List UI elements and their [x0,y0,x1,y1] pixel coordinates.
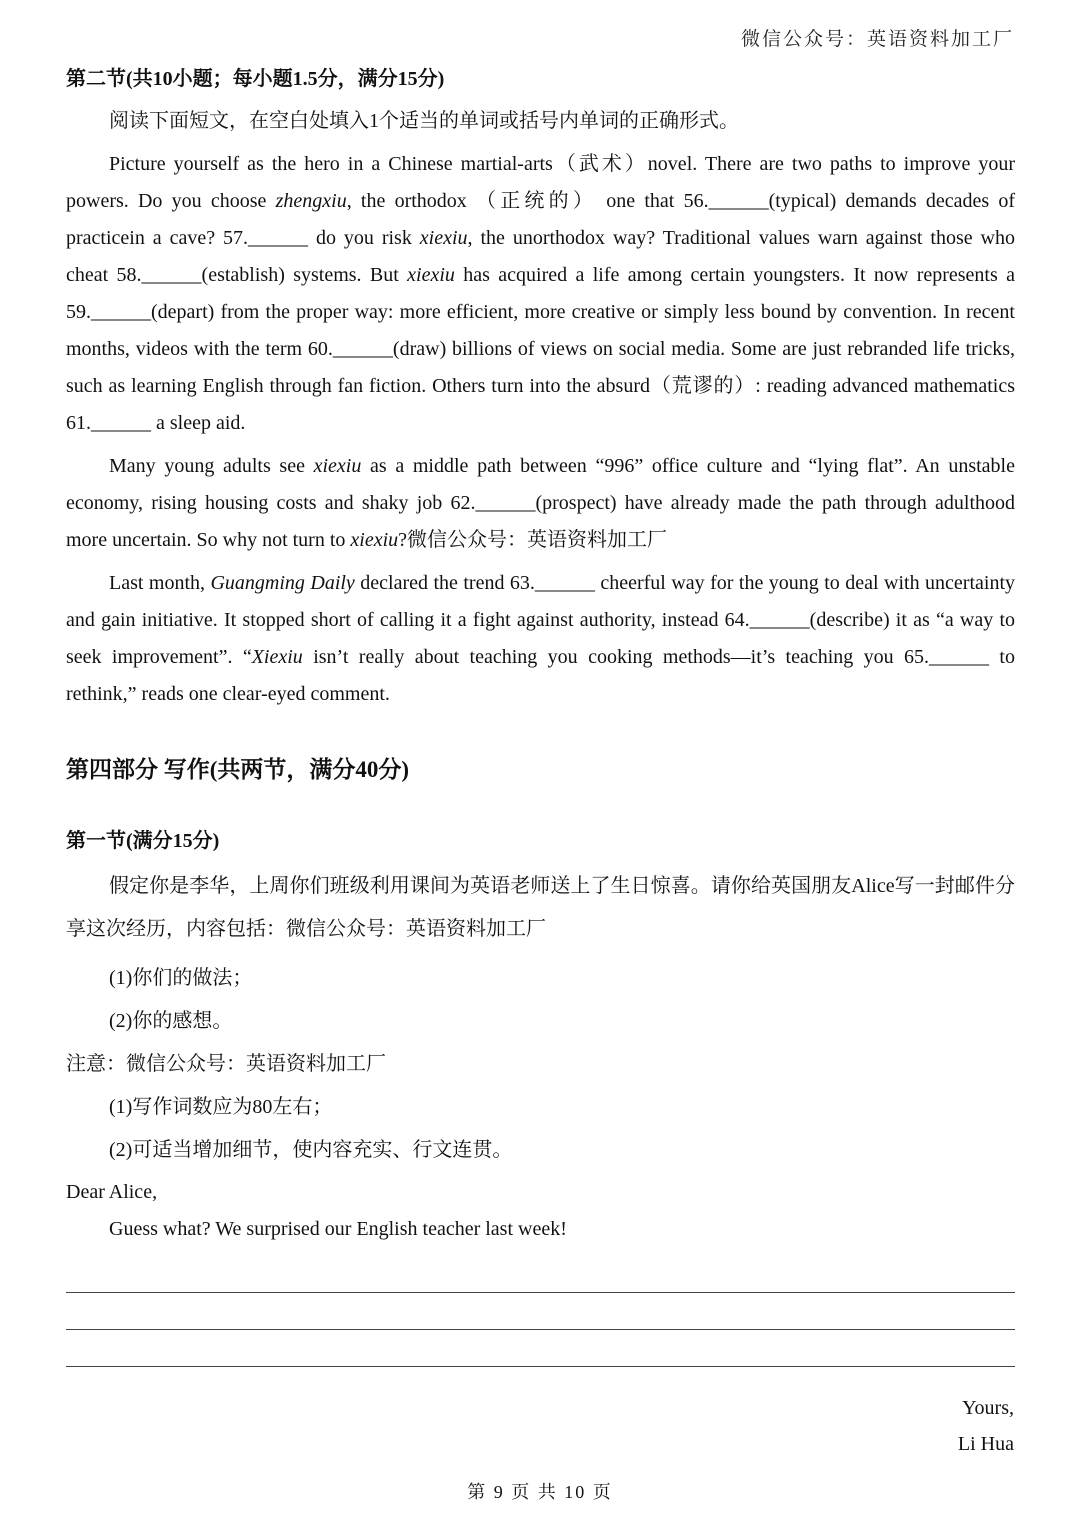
passage-text: Picture yourself as the hero in a Chinese martial-arts（武术）novel. There are two paths to improve your powers. Do you choose [66,153,1015,212]
section2-instruction: 阅读下面短文，在空白处填入1个适当的单词或括号内单词的正确形式。 [109,110,739,132]
passage-text: Many young adults see [109,455,314,477]
passage-paragraph-2 [66,448,1015,559]
passage-italic: xiexiu [419,227,468,249]
passage-text: ?微信公众号：英语资料加工厂 [398,529,668,551]
prompt-item: (2)你的感想。 [109,1010,233,1032]
passage-text: as a middle path between “996” office culture and “lying flat”. An unstable economy, rising housing costs and shaky job 62.______(prospect) have already made the path through adulthood more uncertain. So why not turn to [66,455,1015,551]
answer-line[interactable] [66,1256,1015,1293]
passage-italic: xiexiu [350,529,399,551]
passage-text: declared the trend 63.______ cheerful way for the young to deal with uncertainty and gain initiative. It stopped short of calling it a fight against authority, instead 64.______(describe) it as “a way to seek improvement”. “ [66,572,1015,668]
page-footer: 第 9 页 共 10 页 [467,1482,613,1502]
letter-closing: Yours, [962,1397,1014,1419]
passage-paragraph-3 [66,565,1015,713]
passage-text: has acquired a life among certain youngsters. It now represents a 59.______(depart) from the proper way: more efficient, more creative or simply less bound by convention. In recent months, videos with the term 60.______(draw) billions of views on social media. Some are just rebranded life tricks, such as learning English through fan fiction. Others turn into the absurd（荒谬的）: reading advanced mathematics 61.______ a sleep aid. [66,264,1015,434]
passage-italic: Guangming Daily [210,572,355,594]
passage-text: , the unorthodox way? Traditional values warn against those who cheat 58.______(establish) systems. But [66,227,1015,286]
note-item: (2)可适当增加细节，使内容充实、行文连贯。 [109,1139,513,1161]
passage-italic: xiexiu [407,264,455,286]
passage-italic: zhengxiu [275,190,347,212]
answer-line[interactable] [66,1330,1015,1367]
letter-signoff [958,1390,1014,1462]
passage-text: , the orthodox （正统的） one that 56.______(typical) demands decades of practicein a cave? 57.______ do you risk [66,190,1015,249]
passage-italic: Xiexiu [251,646,303,668]
letter-opening: Guess what? We surprised our English teacher last week! [109,1218,567,1240]
notes-label: 注意：微信公众号：英语资料加工厂 [66,1053,386,1075]
letter-signature: Li Hua [957,1433,1014,1455]
letter-salutation: Dear Alice, [66,1181,158,1203]
passage-text: Last month, [109,572,211,594]
answer-lines [66,1256,1015,1367]
page-content [66,62,1015,1367]
note-item: (1)写作词数应为80左右； [109,1096,333,1118]
passage-text: isn’t really about teaching you cooking methods—it’s teaching you 65.______ to rethink,” reads one clear-eyed comment. [66,646,1015,705]
header-watermark: 微信公众号：英语资料加工厂 [740,29,1014,50]
prompt-item: (1)你们的做法； [109,967,253,989]
passage-italic: xiexiu [313,455,362,477]
writing-prompt: 假定你是李华，上周你们班级利用课间为英语老师送上了生日惊喜。请你给英国朋友Alice写一封邮件分享这次经历，内容包括：微信公众号：英语资料加工厂 [66,875,1015,940]
section1-title: 第一节(满分15分) [66,830,220,852]
part4-title: 第四部分 写作(共两节，满分40分) [66,757,410,782]
section2-title: 第二节(共10小题；每小题1.5分，满分15分) [66,68,445,90]
answer-line[interactable] [66,1293,1015,1330]
passage-paragraph-1 [66,146,1015,442]
